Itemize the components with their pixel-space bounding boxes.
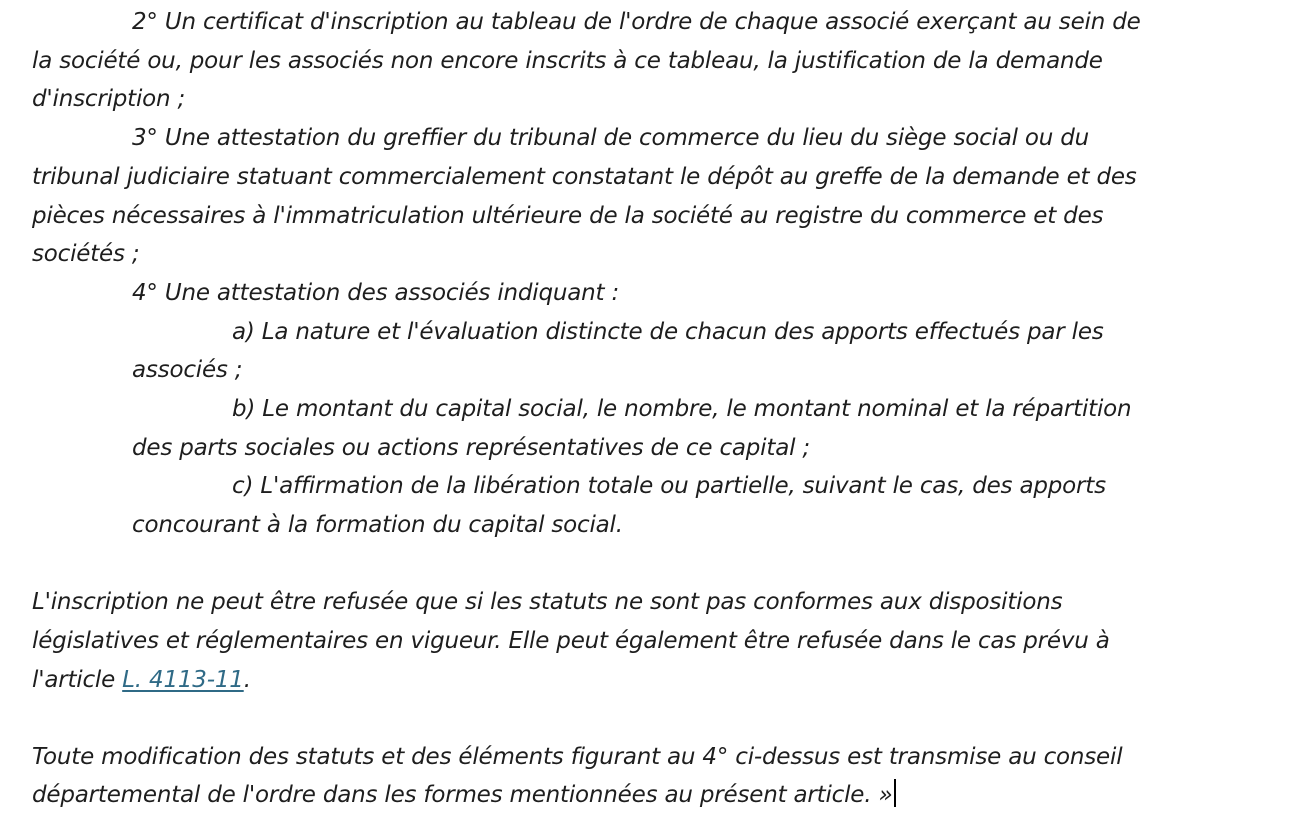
last-line-text: départemental de l'ordre dans les formes mentionnées au présent article. » [32,782,893,808]
text-line: pièces nécessaires à l'immatriculation ultérieure de la société au registre du commerce et des [32,203,1104,229]
text-line [32,661,251,700]
text-line: 3° Une attestation du greffier du tribunal de commerce du lieu du siège social ou du [132,125,1090,151]
text-line: b) Le montant du capital social, le nombre, le montant nominal et la répartition [232,396,1132,422]
text-line: sociétés ; [32,241,140,267]
text-line: tribunal judiciaire statuant commercialement constatant le dépôt au greffe de la demande et des [32,164,1137,190]
text-line: des parts sociales ou actions représentatives de ce capital ; [132,435,810,461]
text-line: concourant à la formation du capital social. [132,512,623,538]
article-suffix: . [243,667,251,693]
article-link[interactable]: L. 4113-11 [122,667,244,693]
text-line: associés ; [132,357,243,383]
text-line: 2° Un certificat d'inscription au tableau de l'ordre de chaque associé exerçant au sein de [132,9,1141,35]
text-line: L'inscription ne peut être refusée que si les statuts ne sont pas conformes aux dispositions [32,589,1063,615]
text-cursor [894,779,896,807]
text-line: a) La nature et l'évaluation distincte de chacun des apports effectués par les [232,319,1104,345]
text-line: la société ou, pour les associés non encore inscrits à ce tableau, la justification de la demande [32,48,1103,74]
text-line: Toute modification des statuts et des éléments figurant au 4° ci-dessus est transmise au conseil [32,744,1123,770]
text-line: c) L'affirmation de la libération totale ou partielle, suivant le cas, des apports [232,473,1106,499]
article-prefix: l'article [32,667,123,693]
text-line: législatives et réglementaires en vigueur. Elle peut également être refusée dans le cas prévu à [32,628,1110,654]
text-line: 4° Une attestation des associés indiquant : [132,280,620,306]
text-line: d'inscription ; [32,86,186,112]
text-line [32,776,896,815]
